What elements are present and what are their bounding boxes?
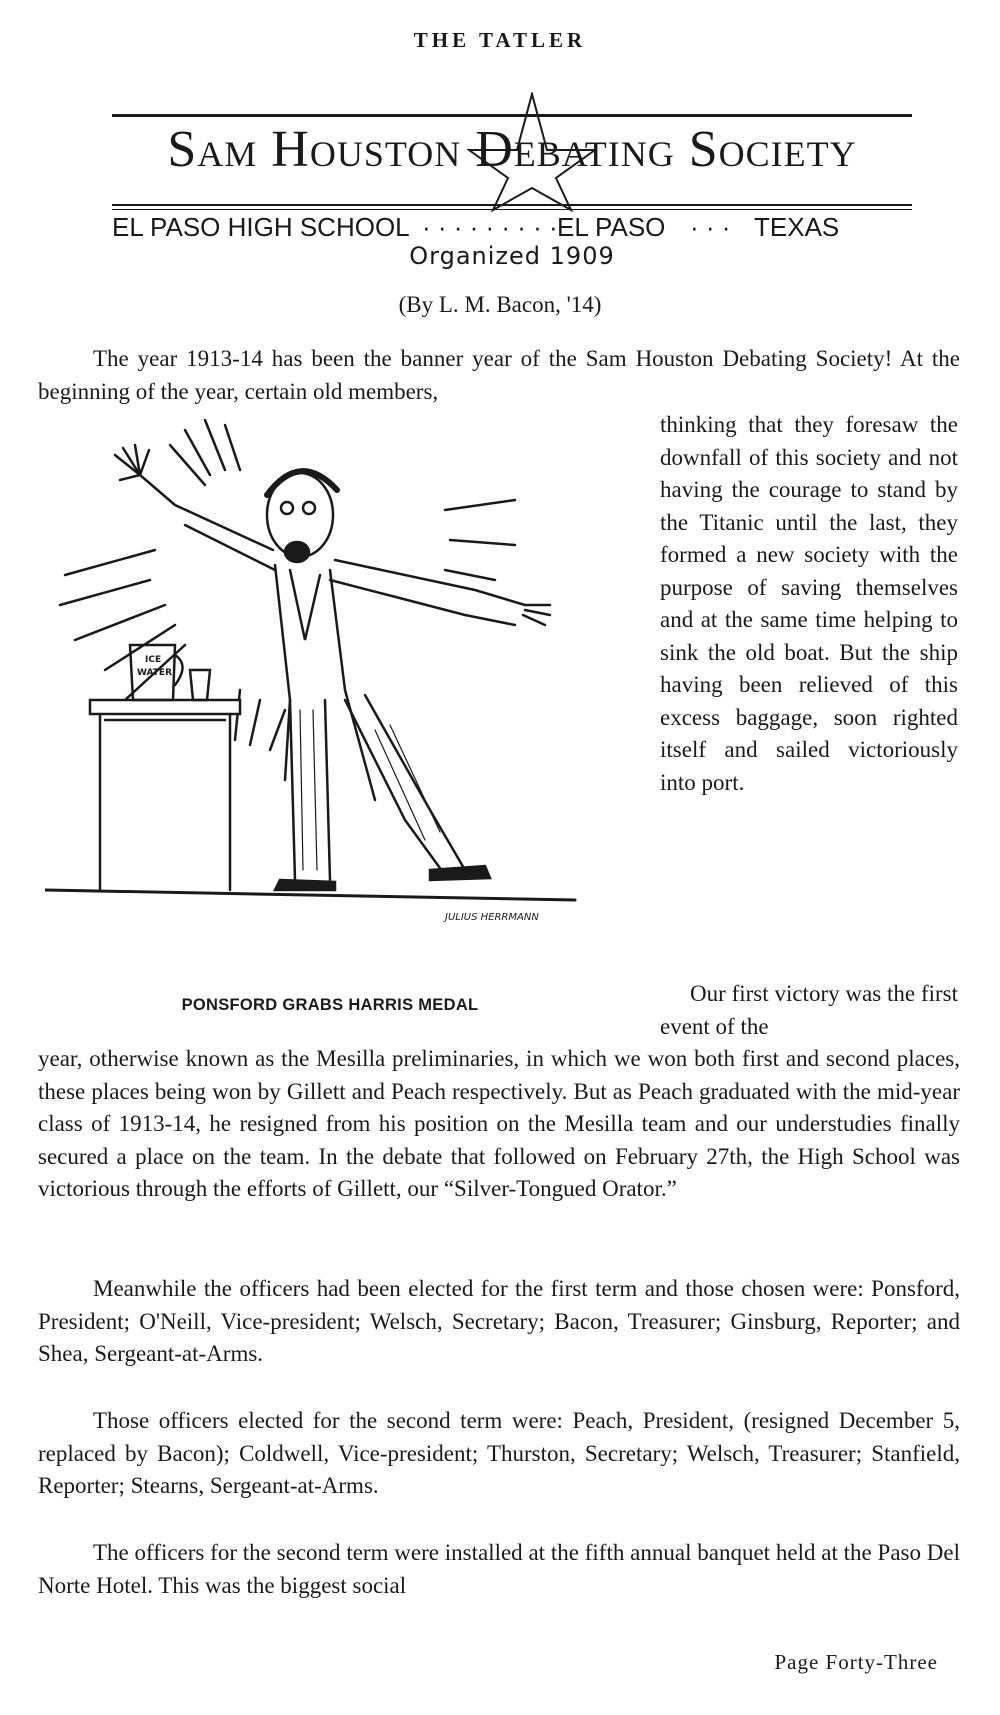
running-head: THE TATLER xyxy=(413,28,587,52)
city-name: EL PASO xyxy=(557,212,666,242)
paragraph: year, otherwise known as the Mesilla preliminaries, in which we won both first and second places, these places being won by Gillett and Peach respectively. But as Peach graduated with the mid-year class of 1913-14, he resigned from his position on the Mesilla team and our understudies finally secured a place on the team. In the debate that followed on February 27th, the High School was victorious through the efforts of Gillett, our “Silver-Tongued Orator.” xyxy=(38,1046,960,1201)
artist-signature: JULIUS HERRMANN xyxy=(445,912,539,923)
byline: (By L. M. Bacon, '14) xyxy=(398,292,602,317)
subtitle-dots: · · · xyxy=(690,212,731,242)
school-name: EL PASO HIGH SCHOOL xyxy=(112,212,410,242)
paragraph: thinking that they foresaw the downfall of this society and not having the courage to stand by the Titanic until the last, they formed a new society with the purpose of saving themselves and at the same time helping to sink the old boat. But the ship having been relieved of this excess baggage, soon righted itself and sailed victoriously into port. xyxy=(660,412,958,795)
organized-year: Organized 1909 xyxy=(409,242,615,270)
state-name: TEXAS xyxy=(754,212,840,242)
subtitle-dots: · · · · · · · · · xyxy=(422,212,558,242)
pitcher-label: ICE xyxy=(145,655,162,665)
masthead-subtitle xyxy=(112,212,912,246)
paragraph: Our first victory was the first event of the xyxy=(660,981,958,1039)
illustration-caption: PONSFORD GRABS HARRIS MEDAL xyxy=(181,996,479,1014)
masthead-rule xyxy=(112,204,912,206)
paragraph: The officers for the second term were installed at the fifth annual banquet held at the Paso Del Norte Hotel. This was the biggest social xyxy=(38,1540,960,1598)
pitcher-label: WATER xyxy=(137,668,173,678)
paragraph: Those officers elected for the second term were: Peach, President, (resigned December 5, replaced by Bacon); Coldwell, Vice-president; Thurston, Secretary; Welsch, Treasurer; Stanfield, Reporter; Stearns, Sergeant-at-Arms. xyxy=(38,1408,960,1498)
cartoon-illustration xyxy=(45,400,645,990)
society-title: Sam Houston Debating Society xyxy=(167,121,857,178)
paragraph: The year 1913-14 has been the banner year of the Sam Houston Debating Society! At the beginning of the year, certain old members, xyxy=(38,346,960,404)
page-number: Page Forty-Three xyxy=(774,1650,938,1674)
paragraph: Meanwhile the officers had been elected for the first term and those chosen were: Ponsford, President; O'Neill, Vice-president; Welsch, Secretary; Bacon, Treasurer; Ginsburg, Reporter; and Shea, Sergeant-at-Arms. xyxy=(38,1276,960,1366)
masthead-rule-thin xyxy=(112,209,912,210)
